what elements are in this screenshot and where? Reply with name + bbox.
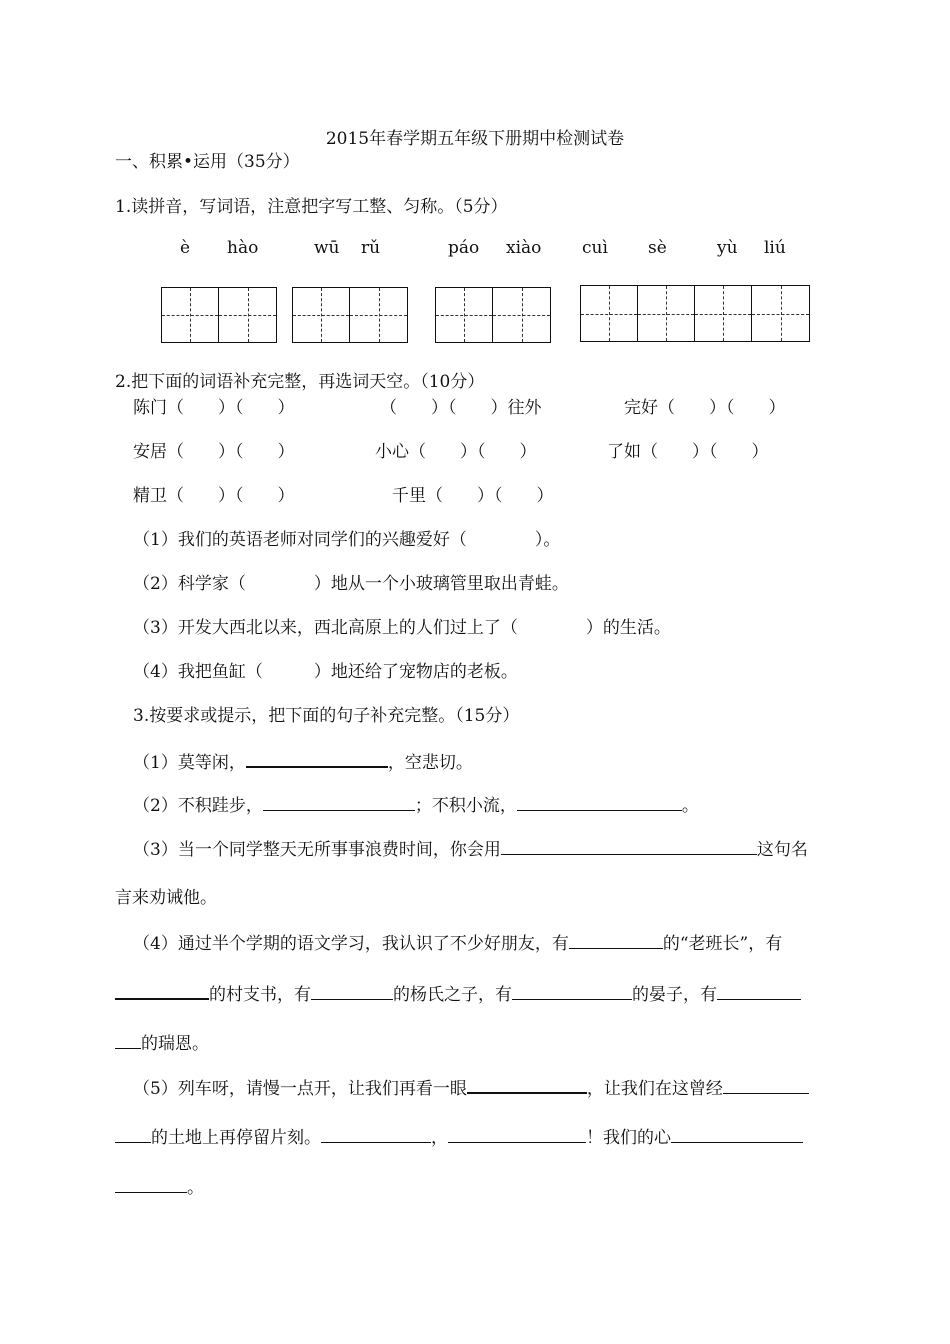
sentence-text: 的村支书，有 <box>209 985 311 1005</box>
sentence-text: ！我们的心 <box>586 1128 671 1148</box>
sentence-text: 的“老班长”，有 <box>662 934 783 954</box>
sentence-line <box>115 1174 204 1200</box>
section-heading: 一、积累•运用（35分） <box>115 152 300 172</box>
pinyin-label: páo <box>448 238 480 258</box>
pinyin-label: cuì <box>582 238 608 258</box>
sentence-text: 这句名 <box>756 840 808 860</box>
answer-blank[interactable] <box>311 981 393 1000</box>
answer-blank[interactable] <box>723 1075 809 1094</box>
writing-grid[interactable] <box>580 285 810 342</box>
idiom-item: 千里（ ）（ ） <box>392 486 554 506</box>
sentence-text: ；不积小流， <box>414 796 517 816</box>
pinyin-label: è <box>180 238 191 258</box>
idiom-item: 小心（ ）（ ） <box>375 442 537 462</box>
answer-blank[interactable] <box>115 980 209 1000</box>
sentence-text: （3）当一个同学整天无所事事浪费时间，你会用 <box>133 840 501 860</box>
answer-blank[interactable] <box>467 1074 587 1094</box>
idiom-item: 完好（ ）（ ） <box>624 398 786 418</box>
answer-blank[interactable] <box>115 1030 141 1049</box>
pinyin-label: hào <box>227 238 259 258</box>
fill-sentence: （3）开发大西北以来，西北高原上的人们过上了（ ）的生活。 <box>133 618 671 638</box>
sentence-text: （2）不积跬步， <box>133 796 263 816</box>
grid-cell[interactable] <box>436 288 493 342</box>
sentence-text: 的杨氏之子，有 <box>393 985 512 1005</box>
grid-cell[interactable] <box>752 286 809 341</box>
pinyin-label: rǔ <box>361 238 381 258</box>
grid-cell[interactable] <box>162 288 219 342</box>
sentence-line <box>115 980 801 1007</box>
idiom-item: （ ）（ ）往外 <box>380 398 542 418</box>
question-1-heading: 1.读拼音，写词语，注意把字写工整、匀称。（5分） <box>115 197 508 217</box>
pinyin-label: yù <box>717 238 738 258</box>
sentence-line <box>133 1074 809 1101</box>
answer-blank[interactable] <box>512 981 632 1000</box>
grid-cell[interactable] <box>493 288 550 342</box>
sentence-line <box>133 836 808 862</box>
grid-cell[interactable] <box>350 288 407 342</box>
grid-cell[interactable] <box>638 286 695 341</box>
sentence-line <box>133 930 782 956</box>
grid-cell[interactable] <box>293 288 350 342</box>
sentence-line <box>115 1030 209 1056</box>
sentence-text: （4）通过半个学期的语文学习，我认识了不少好朋友，有 <box>133 934 569 954</box>
fill-sentence: （2）科学家（ ）地从一个小玻璃管里取出青蛙。 <box>133 574 569 594</box>
fill-sentence: （4）我把鱼缸（ ）地还给了宠物店的老板。 <box>133 662 518 682</box>
sentence-text: ，让我们在这曾经 <box>586 1079 723 1099</box>
sentence-text: 的瑞恩。 <box>141 1034 209 1054</box>
writing-grid[interactable] <box>435 287 551 343</box>
sentence-line <box>133 792 699 818</box>
idiom-item: 精卫（ ）（ ） <box>133 486 295 506</box>
idiom-item: 了如（ ）（ ） <box>607 442 769 462</box>
idiom-item: 安居（ ）（ ） <box>133 442 295 462</box>
question-3-heading: 3.按要求或提示，把下面的句子补充完整。（15分） <box>133 706 520 726</box>
sentence-line <box>115 1124 803 1150</box>
question-2-heading: 2.把下面的词语补充完整，再选词天空。（10分） <box>115 372 485 392</box>
answer-blank[interactable] <box>321 1124 431 1143</box>
pinyin-label: liú <box>764 238 786 258</box>
writing-grid[interactable] <box>161 287 277 343</box>
pinyin-label: sè <box>648 238 667 258</box>
sentence-text: 言来劝诫他。 <box>115 888 217 908</box>
answer-blank[interactable] <box>501 836 757 855</box>
pinyin-label: wū <box>314 238 340 258</box>
sentence-text: 。 <box>681 796 699 816</box>
sentence-text: ， <box>431 1128 448 1148</box>
answer-blank[interactable] <box>517 792 682 811</box>
writing-grid[interactable] <box>292 287 408 343</box>
sentence-text: ，空悲切。 <box>387 753 473 773</box>
answer-blank[interactable] <box>569 930 663 949</box>
fill-sentence: （1）我们的英语老师对同学们的兴趣爱好（ ）。 <box>133 530 561 550</box>
answer-blank[interactable] <box>263 792 415 811</box>
grid-cell[interactable] <box>219 288 276 342</box>
sentence-line <box>133 748 473 775</box>
grid-cell[interactable] <box>581 286 638 341</box>
grid-cell[interactable] <box>695 286 752 341</box>
idiom-item: 陈门（ ）（ ） <box>133 398 295 418</box>
sentence-text: （1）莫等闲， <box>133 753 246 773</box>
pinyin-label: xiào <box>506 238 542 258</box>
answer-blank[interactable] <box>115 1174 187 1193</box>
sentence-text: 的土地上再停留片刻。 <box>151 1128 321 1148</box>
answer-blank[interactable] <box>671 1124 803 1143</box>
sentence-text: （5）列车呀，请慢一点开，让我们再看一眼 <box>133 1079 467 1099</box>
answer-blank[interactable] <box>448 1124 586 1143</box>
sentence-text: 的晏子，有 <box>632 985 717 1005</box>
sentence-text: 。 <box>187 1178 204 1198</box>
page-title: 2015年春学期五年级下册期中检测试卷 <box>325 129 625 149</box>
answer-blank[interactable] <box>717 981 801 1000</box>
answer-blank[interactable] <box>115 1124 151 1143</box>
answer-blank[interactable] <box>246 748 388 768</box>
